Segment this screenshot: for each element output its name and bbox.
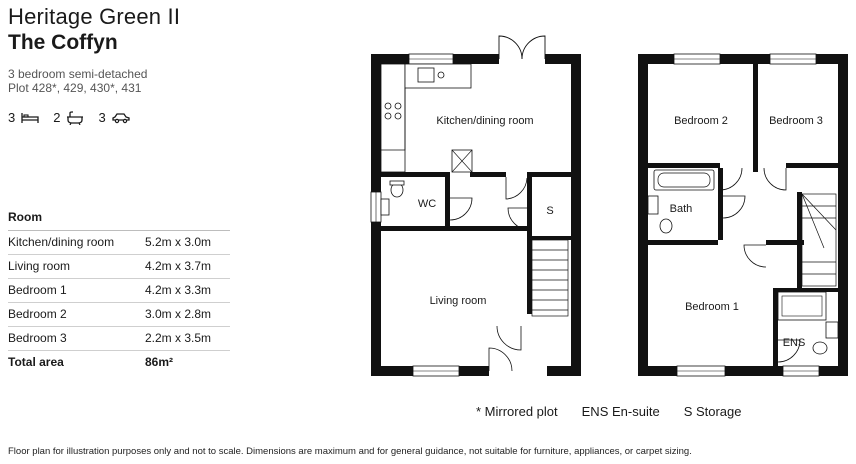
total-area-value: 86m² — [145, 355, 174, 369]
room-name: Bedroom 2 — [8, 307, 67, 321]
house-type-title: The Coffyn — [8, 31, 118, 54]
legend — [476, 404, 742, 419]
room-table-header: Room — [8, 206, 230, 231]
ens-basin — [826, 322, 838, 338]
label-living: Living room — [429, 295, 487, 307]
total-area-label: Total area — [8, 355, 64, 369]
ff-wall-right — [838, 54, 848, 376]
room-size: 2.2m x 3.5m — [145, 331, 212, 345]
label-ensuite: ENS — [782, 337, 806, 349]
ff-wall-top — [638, 54, 848, 64]
disclaimer-text: Floor plan for illustration purposes only and not to scale. Dimensions are maximum and for general guidance, not suitable for furniture, appliances, or carpet sizing. — [8, 446, 692, 457]
ground-floor-plan — [371, 36, 581, 376]
ff-wall-stair — [797, 192, 802, 290]
label-bedroom1: Bedroom 1 — [685, 301, 739, 313]
room-size: 4.2m x 3.7m — [145, 259, 212, 273]
legend-mirrored: * Mirrored plot — [476, 404, 558, 419]
parking-count: 3 — [98, 110, 106, 125]
bath-basin — [648, 196, 658, 214]
room-name: Kitchen/dining room — [8, 235, 115, 249]
gf-doors — [450, 177, 530, 371]
gf-wall-living-top — [381, 226, 527, 231]
label-bath: Bath — [669, 203, 693, 215]
gf-staircase — [532, 240, 568, 316]
first-floor-plan — [638, 54, 848, 376]
gf-wall-stair — [527, 172, 532, 314]
room-size: 3.0m x 2.8m — [145, 307, 212, 321]
ff-wall-bed-divider — [753, 64, 758, 172]
gf-wall-right — [571, 54, 581, 376]
room-name: Bedroom 1 — [8, 283, 67, 297]
legend-ensuite: ENS En-suite — [581, 404, 660, 419]
legend-storage: S Storage — [683, 404, 742, 419]
label-kitchen: Kitchen/dining room — [436, 115, 534, 127]
ff-wall-bath-right — [718, 168, 723, 240]
ff-doors — [720, 168, 800, 362]
room-size: 4.2m x 3.3m — [145, 283, 212, 297]
label-wc: WC — [417, 198, 437, 210]
room-size: 5.2m x 3.0m — [145, 235, 212, 249]
bedroom-count: 3 — [8, 110, 16, 125]
bathroom-count: 2 — [53, 110, 61, 125]
room-name: Living room — [8, 259, 71, 273]
label-bedroom3: Bedroom 3 — [769, 115, 823, 127]
bath-toilet — [660, 219, 672, 233]
gf-wall-wc-right — [445, 172, 450, 230]
label-bedroom2: Bedroom 2 — [674, 115, 728, 127]
room-name: Bedroom 3 — [8, 331, 67, 345]
gf-wall-kitchen-hall — [381, 172, 449, 177]
house-description: 3 bedroom semi-detached — [8, 67, 148, 81]
wc-basin — [381, 199, 389, 215]
ff-staircase — [802, 194, 836, 286]
development-name: Heritage Green II — [8, 4, 181, 29]
label-storage: S — [546, 205, 554, 217]
plot-numbers: Plot 428*, 429, 430*, 431 — [8, 81, 142, 95]
kitchen-counter — [381, 64, 405, 172]
ff-wall-ens — [773, 288, 778, 366]
gf-wall-bottom-right — [547, 366, 581, 376]
ens-toilet — [813, 342, 827, 354]
ff-wall-left — [638, 54, 648, 376]
french-doors — [499, 36, 545, 59]
